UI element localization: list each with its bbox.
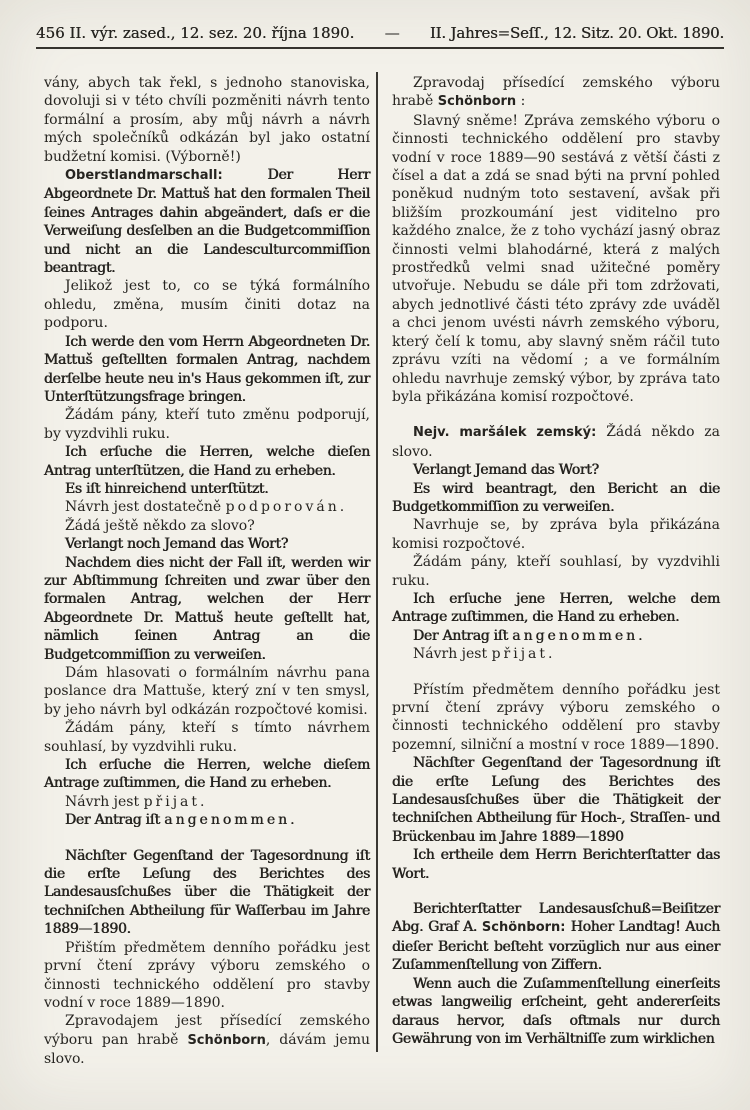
text-run: Žádám pány, kteří souhlasí, by vyzdvihli ruku. — [392, 554, 720, 589]
paragraph — [392, 681, 720, 755]
paragraph — [44, 939, 370, 1013]
text-run: Oberstlandmarschall: — [65, 168, 268, 184]
text-run: : — [516, 93, 526, 110]
text-run: Nejv. maršálek zemský: — [413, 425, 607, 441]
text-run: Jelikož jest to, co se týká formálního ohledu, změna, musím činiti dotaz na podporu. — [44, 278, 370, 332]
text-run: Der Antrag iſt — [65, 812, 165, 829]
text-run: Der Antrag iſt — [413, 627, 513, 644]
text-run: Ich erſuche jene Herren, welche dem Antrage zuſtimmen, die Hand zu erheben. — [392, 590, 720, 626]
text-run: Verlangt noch Jemand das Wort? — [65, 536, 289, 553]
text-run: podporován. — [225, 499, 348, 516]
text-run: Schönborn: — [481, 920, 571, 936]
paragraph — [44, 498, 370, 516]
text-run: Žádám pány, kteří s tímto návrhem souhlasí, by vyzdvihli ruku. — [44, 720, 370, 755]
text-run: , dávám jemu slovo. — [44, 1031, 370, 1068]
paragraph — [392, 754, 720, 846]
text-run: Přístím předmětem denního pořádku jest první čtení zprávy výboru zemského o činnosti technického oddělení pro stavby pozemní, silniční a mostní v roce 1889—1890. — [392, 681, 720, 753]
text-run: Nächſter Gegenſtand der Tagesordnung iſt die erſte Leſung des Berichtes des Landesausſchußes über die Thätigkeit der techniſchen Abtheilung für Waſſerbau im Jahre 1889—1890. — [44, 847, 370, 938]
paragraph — [392, 975, 720, 1049]
text-run: Ich erſuche die Herren, welche dieſem Antrage zuſtimmen, die Hand zu erheben. — [44, 757, 370, 792]
text-run: Verlangt Jemand das Wort? — [413, 462, 599, 479]
paragraph — [44, 756, 370, 793]
text-run: Návrh jest — [65, 793, 144, 810]
paragraph — [44, 554, 370, 664]
paragraph — [44, 74, 370, 166]
paragraph — [392, 461, 720, 479]
paragraph — [392, 553, 720, 590]
paragraph — [44, 811, 370, 829]
text-run: Der Herr Abgeordnete Dr. Mattuš hat den formalen Theil ſeines Antrages dahin abgeändert, daſs er die Verweiſung desſelben an die Budgetcommiſſion und nicht an die Landesculturcommiſſion beantragt. — [44, 167, 370, 277]
paragraph — [392, 112, 720, 407]
header-german-session-label: II. Jahres=Seſſ., 12. Sitz. 20. Okt. 1890. — [429, 24, 724, 42]
text-run: angenommen. — [164, 812, 298, 829]
paragraph — [44, 406, 370, 443]
text-run: Hoher Landtag! Auch dieſer Bericht beſteht vorzüglich nur aus einer Zuſammenſtellung von Ziffern. — [392, 919, 721, 974]
header-dash: — — [384, 24, 400, 42]
text-run: vány, abych tak řekl, s jednoho stanoviska, dovoluji si v této chvíli pozměniti návrh tento formální a prosím, aby můj návrh a návrh mých společníků odkázán byl jako ostatní budžetní komisi. (Výborně!) — [44, 75, 370, 165]
paragraph — [44, 333, 370, 407]
text-run: přijat. — [143, 793, 208, 810]
paragraph — [44, 664, 370, 719]
text-run: Ich ertheile dem Herrn Berichterſtatter das Wort. — [392, 847, 720, 882]
right-text-column — [392, 74, 720, 1048]
paragraph — [44, 535, 370, 553]
text-run: Es wird beantragt, den Bericht an die Budgetkommiſſion zu verweiſen. — [392, 480, 720, 515]
paragraph — [392, 423, 720, 461]
paragraph — [392, 846, 720, 883]
paragraph — [392, 480, 720, 517]
paragraph — [44, 480, 370, 498]
paragraph — [44, 847, 370, 939]
text-run: přijat. — [491, 646, 556, 663]
text-run: Žádá někdo za slovo. — [392, 424, 721, 460]
text-run: Schönborn — [187, 1032, 266, 1048]
text-run: Wenn auch die Zuſammenſtellung einerſeits etwas langweilig erſcheint, geht andererſeits daraus hervor, daſs oftmals nur durch Gewährung von im Verhältniſſe zum wirklichen — [392, 975, 720, 1047]
text-run: Ich werde den vom Herrn Abgeordneten Dr. Mattuš geſtellten formalen Antrag, nachdem derſelbe heute neu in's Haus gekommen iſt, zur Unterſtützungsfrage bringen. — [44, 333, 370, 405]
text-run: Návrh jest dostatečně — [65, 499, 226, 516]
text-run: Přištím předmětem denního pořádku jest první čtení zprávy výboru zemského o činnosti technického oddělení pro stavby vodní v roce 1889—1890. — [44, 939, 370, 1011]
text-run: Navrhuje se, by zpráva byla přikázána komisi rozpočtové. — [392, 517, 720, 552]
paragraph — [392, 645, 720, 663]
text-run: Ich erſuche die Herren, welche dieſen Antrag unterſtützen, die Hand zu erheben. — [44, 444, 370, 479]
paragraph — [44, 443, 370, 480]
paragraph — [392, 74, 720, 112]
text-run: Berichterſtatter Landesausſchuß=Beiſitzer Abg. Graf A. — [392, 901, 720, 936]
text-run: Es iſt hinreichend unterſtützt. — [65, 480, 269, 497]
text-run: Dám hlasovati o formálním návrhu pana poslance dra Mattuše, který zní v ten smysl, by jeho návrh byl odkázán rozpočtové komisi. — [44, 665, 370, 718]
text-run: Žádá ještě někdo za slovo? — [65, 517, 255, 534]
text-run: Návrh jest — [413, 646, 492, 663]
left-text-column — [44, 74, 370, 1069]
paragraph — [44, 166, 370, 277]
paragraph — [392, 900, 720, 975]
column-divider-rule — [376, 72, 378, 1052]
text-run: Schönborn — [437, 94, 517, 110]
paragraph — [44, 517, 370, 535]
paragraph — [392, 590, 720, 627]
text-run: Nächſter Gegenſtand der Tagesordnung iſt die erſte Leſung des Berichtes des Landesausſchußes über die Thätigkeit der techniſchen Abtheilung für Hoch-, Straſſen- und Brückenbau im Jahre 1889—1890 — [392, 755, 720, 845]
paragraph — [392, 516, 720, 553]
paragraph — [44, 719, 370, 756]
paragraph — [44, 793, 370, 811]
text-run: angenommen. — [512, 627, 646, 644]
paragraph — [44, 1012, 370, 1068]
page-header — [36, 24, 724, 49]
paragraph — [44, 277, 370, 332]
text-run: Zpravodajem jest přísedící zemského výboru pan hrabě — [44, 1013, 370, 1048]
text-run: Slavný sněme! Zpráva zemského výboru o činnosti technického oddělení pro stavby vodní v roce 1889—90 sestává z větší části z čísel a dat a zdá se snad býti na první pohled poněkud nudným toto sestavení, avšak při bližším prozkoumání jest viditelno pro každého znalce, že z toho vychází jasný obraz činnosti velmi blahodárné, která z malých prostředků velmi snad užitečné poměry utvořuje. Nebudu se dále při tom zdržovati, abych jednotlivé části této zprávy zde uváděl a chci jenom uvésti návrh zemského výboru, který čelí k tomu, aby slavný sněm ráčil tuto zprávu vzíti na vědomí ; a ve formálním ohledu navrhuje zemský výbor, by zpráva tato byla přikázána komisí rozpočtové. — [392, 112, 720, 405]
text-run: Zpravodaj přísedící zemského výboru hrabě — [392, 75, 720, 110]
header-czech-session-label: 456 II. výr. zased., 12. sez. 20. října 1890. — [36, 24, 355, 42]
text-run: Žádám pány, kteří tuto změnu podporují, by vyzdvihli ruku. — [44, 407, 370, 442]
paragraph — [392, 627, 720, 645]
text-run: Nachdem dies nicht der Fall iſt, werden wir zur Abſtimmung ſchreiten und zwar über den formalen Antrag, welchen der Herr Abgeordnete Dr. Mattuš heute geſtellt hat, nämlich ſeinen Antrag an die Budgetcommiſſion zu verweiſen. — [44, 554, 370, 663]
